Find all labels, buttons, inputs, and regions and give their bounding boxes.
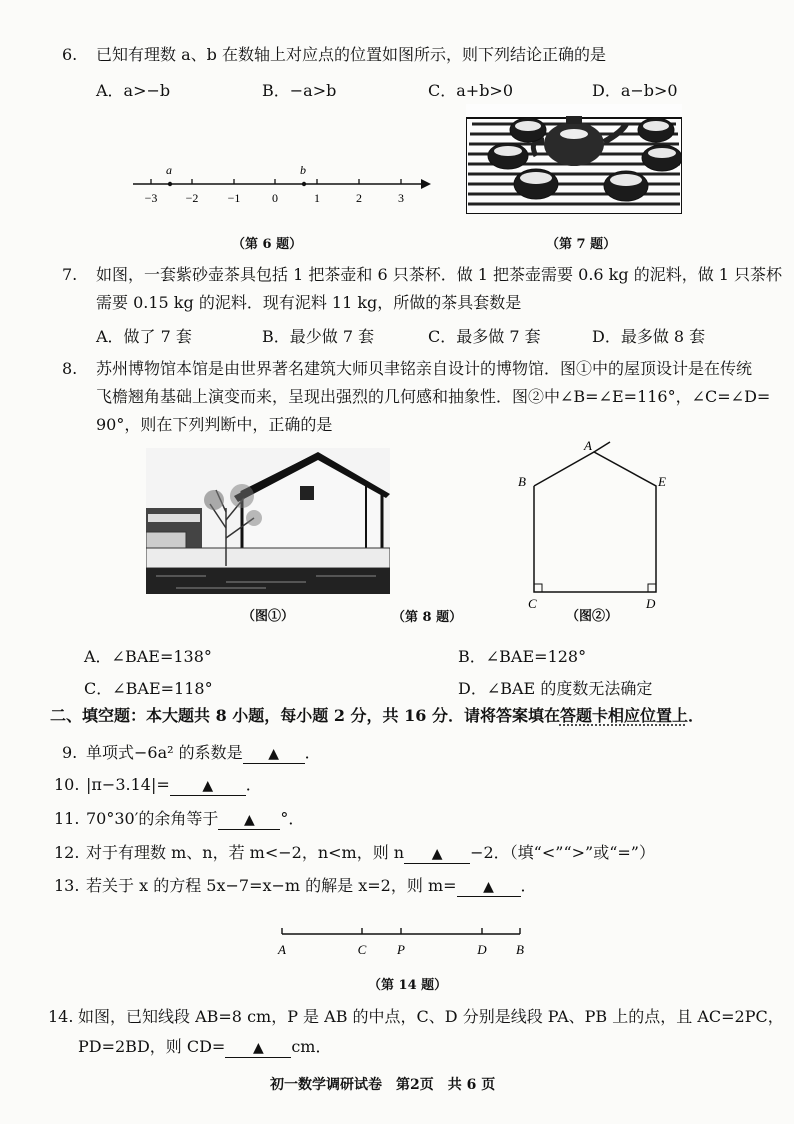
q7-option-d: D．最多做 8 套	[592, 327, 706, 346]
q8-option-a: A．∠BAE=138°	[84, 647, 212, 666]
label-a: a	[166, 163, 172, 177]
q8-stem-line3: 90°，则在下列判断中，正确的是	[96, 415, 333, 434]
q9-line	[86, 740, 321, 766]
q8-caption: （第 8 题）	[392, 610, 463, 625]
q12-number: 12.	[54, 843, 80, 862]
q8-fig2-caption: （图②）	[566, 609, 619, 624]
label-b: b	[300, 163, 306, 177]
segment-label-A: A	[278, 942, 286, 957]
segment-label-B: B	[516, 942, 524, 957]
q8-number: 8.	[62, 359, 78, 378]
q6-option-a: A．a>−b	[96, 81, 171, 100]
q10-end: ．	[245, 775, 262, 794]
q12-text: 对于有理数 m、n，若 m<−2，n<m，则 n	[86, 843, 405, 862]
segment-label-D: D	[477, 942, 487, 957]
q11-number: 11.	[54, 809, 80, 828]
q14-segment-figure	[268, 922, 538, 962]
vertex-E: E	[658, 474, 666, 489]
tick-label: 0	[272, 191, 278, 205]
q13-line	[86, 873, 537, 899]
q7-caption: （第 7 题）	[546, 237, 617, 252]
q14-line1: 如图，已知线段 AB=8 cm，P 是 AB 的中点，C、D 分别是线段 PA、PB 上的点，且 AC=2PC，	[78, 1007, 784, 1026]
section2-text: 二、填空题：本大题共 8 小题，每小题 2 分，共 16 分．请将答案填在	[50, 706, 560, 725]
q14-unit: cm．	[291, 1037, 332, 1056]
q9-text: 单项式−6a² 的系数是	[86, 743, 243, 762]
q11-blank[interactable]: ▲	[218, 811, 280, 830]
tick-label: 2	[356, 191, 362, 205]
q13-number: 13.	[54, 876, 80, 895]
q12-blank[interactable]: ▲	[404, 845, 470, 864]
q6-option-c: C．a+b>0	[428, 81, 514, 100]
q6-caption: （第 6 题）	[232, 237, 303, 252]
q8-fig1-caption: （图①）	[242, 609, 295, 624]
q10-line	[86, 772, 262, 798]
q6-number: 6.	[62, 45, 78, 64]
tick-label: −2	[185, 191, 199, 205]
q14-line2	[78, 1034, 331, 1060]
q6-number-line	[125, 160, 435, 210]
segment-label-P: P	[397, 942, 405, 957]
vertex-A: A	[584, 438, 592, 453]
section2-heading	[50, 703, 704, 726]
q13-text: 若关于 x 的方程 5x−7=x−m 的解是 x=2，则 m=	[86, 876, 457, 895]
q14-caption: （第 14 题）	[368, 978, 448, 993]
tick-label: 3	[398, 191, 404, 205]
tick-label: −1	[227, 191, 241, 205]
teaset-photo	[466, 104, 682, 214]
q11-line	[86, 806, 304, 832]
tick-label: −3	[144, 191, 158, 205]
q7-stem-line1: 如图，一套紫砂壶茶具包括 1 把茶壶和 6 只茶杯．做 1 把茶壶需要 0.6 kg 的泥料，做 1 只茶杯	[96, 265, 783, 284]
q14-text: PD=2BD，则 CD=	[78, 1037, 226, 1056]
q10-number: 10.	[54, 775, 80, 794]
q11-text: 70°30′的余角等于	[86, 809, 219, 828]
q14-number: 14.	[48, 1007, 74, 1026]
q7-option-a: A．做了 7 套	[96, 327, 192, 346]
point-a	[168, 182, 172, 186]
page-footer: 初一数学调研试卷 第2页 共 6 页	[270, 1077, 496, 1093]
q9-blank[interactable]: ▲	[243, 745, 305, 764]
q11-end: °．	[280, 809, 305, 828]
q6-option-d: D．a−b>0	[592, 81, 678, 100]
q14-blank[interactable]: ▲	[225, 1039, 291, 1058]
q7-option-c: C．最多做 7 套	[428, 327, 541, 346]
museum-photo	[146, 448, 390, 594]
q10-text: |π−3.14|=	[86, 775, 170, 794]
q6-option-b: B．−a>b	[262, 81, 337, 100]
segment-label-C: C	[357, 942, 367, 957]
q8-option-b: B．∠BAE=128°	[458, 647, 587, 666]
q7-stem-line2: 需要 0.15 kg 的泥料．现有泥料 11 kg，所做的茶具套数是	[96, 293, 522, 312]
q7-option-b: B．最少做 7 套	[262, 327, 375, 346]
section2-end: ．	[687, 706, 704, 725]
point-b	[302, 182, 306, 186]
q8-option-d: D．∠BAE 的度数无法确定	[458, 679, 653, 698]
section2-emphasis: 答题卡相应位置上	[559, 706, 688, 725]
q8-pentagon-figure	[510, 436, 670, 612]
q13-blank[interactable]: ▲	[457, 878, 521, 897]
q7-number: 7.	[62, 265, 78, 284]
q12-line	[86, 840, 655, 866]
q10-blank[interactable]: ▲	[170, 777, 246, 796]
q8-stem-line1: 苏州博物馆本馆是由世界著名建筑大师贝聿铭亲自设计的博物馆．图①中的屋顶设计是在传统	[96, 359, 753, 378]
q9-number: 9.	[62, 743, 78, 762]
q8-option-c: C．∠BAE=118°	[84, 679, 213, 698]
q8-stem-line2: 飞檐翘角基础上演变而来，呈现出强烈的几何感和抽象性．图②中∠B=∠E=116°，∠C=∠D=	[96, 387, 771, 406]
vertex-C: C	[528, 596, 537, 611]
tick-label: 1	[314, 191, 320, 205]
vertex-D: D	[646, 596, 656, 611]
vertex-B: B	[518, 474, 526, 489]
q12-end: −2．（填“<”“>”或“=”）	[470, 843, 655, 862]
q9-end: ．	[304, 743, 321, 762]
q6-stem: 已知有理数 a、b 在数轴上对应点的位置如图所示，则下列结论正确的是	[96, 45, 606, 64]
q13-end: ．	[520, 876, 537, 895]
